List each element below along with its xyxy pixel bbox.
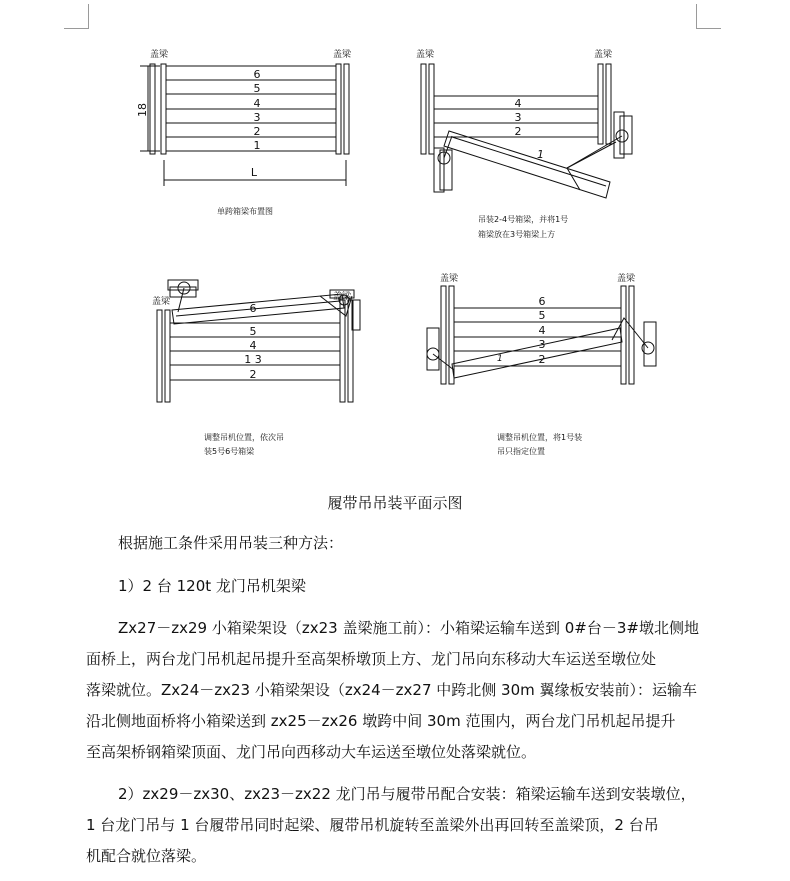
panel-4-right-cap-label: 盖梁 <box>617 274 636 284</box>
panel-4-left-cap-beam <box>441 286 446 384</box>
panel-1-single-span-layout <box>140 64 349 186</box>
panel-1-beam-6-label: 6 <box>253 68 261 81</box>
panel-4-right-cap-beam <box>621 286 626 384</box>
panel-1-beam-3-label: 3 <box>253 111 261 124</box>
paragraph-method-2-body <box>86 779 726 872</box>
paragraph-method-1-body <box>86 613 726 768</box>
panel-2-beam-3-label: 3 <box>514 111 522 124</box>
panel-4-lifted-beam-label: 1 <box>497 354 503 364</box>
panel-4-right-crawler-crane <box>644 322 656 366</box>
panel-2-lifted-beam-label: 1 <box>537 148 544 161</box>
panel-2-right-cap-label: 盖梁 <box>594 50 613 60</box>
panel-2-left-cap-label: 盖梁 <box>416 50 435 60</box>
panel-1-beam-5-label: 5 <box>253 82 261 95</box>
body-line: 面桥上，两台龙门吊机起吊提升至高架桥墩顶上方、龙门吊向东移动大车运送至墩位处 <box>86 650 657 668</box>
panel-3-note-line-2: 装5号6号箱梁 <box>204 447 255 456</box>
panel-4-beam-2-label: 2 <box>538 353 546 366</box>
body-line: 2）zx29－zx30、zx23－zx22 龙门吊与履带吊配合安装：箱梁运输车送到安装墩位， <box>118 785 696 803</box>
paragraph-method-1-heading <box>86 571 726 602</box>
panel-1-beam-2-label: 2 <box>253 125 261 138</box>
body-line: 落梁就位。Zx24－zx23 小箱梁架设（zx24－zx27 中跨北侧 30m 翼缘板安装前）：运输车 <box>86 681 698 699</box>
panel-2-beam-2-label: 2 <box>514 125 522 138</box>
body-line: 1 台龙门吊与 1 台履带吊同时起梁、履带吊机旋转至盖梁外出再回转至盖梁顶，2 台吊 <box>86 816 659 834</box>
panel-3-lifted-beam-label: 6 <box>249 302 257 315</box>
panel-3-beam-1-3-label: 1 3 <box>244 353 262 366</box>
panel-2-right-crawler-crane <box>614 112 624 158</box>
panel-1-length-label: L <box>250 166 258 179</box>
body-line: 沿北侧地面桥将小箱梁送到 zx25－zx26 墩跨中间 30m 范围内，两台龙门吊机起吊提升 <box>86 712 676 730</box>
panel-3-right-cap-label: 盖梁 <box>333 292 352 302</box>
panel-3-lifting-5-6 <box>157 280 360 402</box>
panel-1-note: 单跨箱梁布置图 <box>217 207 273 216</box>
panel-3-note-line-1: 调整吊机位置，依次吊 <box>204 433 284 442</box>
panel-4-beam-5-label: 5 <box>538 309 546 322</box>
body-line: 至高架桥钢箱梁顶面、龙门吊向西移动大车运送至墩位处落梁就位。 <box>86 743 537 761</box>
panel-4-note-line-2: 吊只指定位置 <box>497 447 545 456</box>
figure-caption: 履带吊吊装平面示图 <box>327 494 463 512</box>
panel-1-beam-4-label: 4 <box>253 97 261 110</box>
panel-4-lifted-beam-1 <box>452 328 622 378</box>
panel-1-right-cap-beam-inner <box>336 64 341 154</box>
panel-1-left-cap-beam <box>150 64 155 154</box>
panel-2-note-line-2: 箱梁放在3号箱梁上方 <box>478 230 556 239</box>
panel-3-left-cap-beam <box>157 310 162 402</box>
paragraph-intro <box>86 528 726 559</box>
panel-2-lifting-2-4 <box>421 64 632 198</box>
panel-2-left-cap-beam <box>421 64 426 154</box>
panel-4-beam-4-label: 4 <box>538 324 546 337</box>
body-line: Zx27－zx29 小箱梁架设（zx23 盖梁施工前）：小箱梁运输车送到 0#台－3#墩北侧地 <box>118 619 699 637</box>
panel-4-beam-3-label: 3 <box>538 338 546 351</box>
panel-2-note-line-1: 吊装2-4号箱梁，并将1号 <box>478 215 569 224</box>
panel-3-right-cap-beam <box>340 300 345 402</box>
panel-2-right-cap-beam <box>598 64 603 144</box>
panel-4-left-cap-label: 盖梁 <box>440 274 459 284</box>
panel-3-left-cap-label: 盖梁 <box>152 297 171 307</box>
body-line: 机配合就位落梁。 <box>86 847 207 865</box>
panel-3-beam-4-label: 4 <box>249 339 257 352</box>
panel-1-right-cap-label: 盖梁 <box>333 50 352 60</box>
method-1-heading-line: 1）2 台 120t 龙门吊机架梁 <box>118 577 306 595</box>
panel-3-left-crawler-crane <box>168 280 198 290</box>
panel-3-beam-5-label: 5 <box>249 325 257 338</box>
panel-4-left-crawler-crane <box>427 328 439 370</box>
panel-1-right-cap-beam <box>344 64 349 154</box>
panel-1-left-cap-label: 盖梁 <box>150 50 169 60</box>
panel-1-height-label: 18 <box>136 103 149 117</box>
panel-2-beam-4-label: 4 <box>514 97 522 110</box>
panel-2-lifted-beam-1 <box>444 131 610 198</box>
panel-1-beam-1-label: 1 <box>253 139 261 152</box>
panel-4-beam-6-label: 6 <box>538 295 546 308</box>
paragraph-intro-line: 根据施工条件采用吊装三种方法： <box>118 534 344 552</box>
panel-4-note-line-1: 调整吊机位置，将1号装 <box>497 433 583 442</box>
panel-3-beam-2-label: 2 <box>249 368 257 381</box>
panel-1-left-cap-beam-inner <box>161 64 166 154</box>
